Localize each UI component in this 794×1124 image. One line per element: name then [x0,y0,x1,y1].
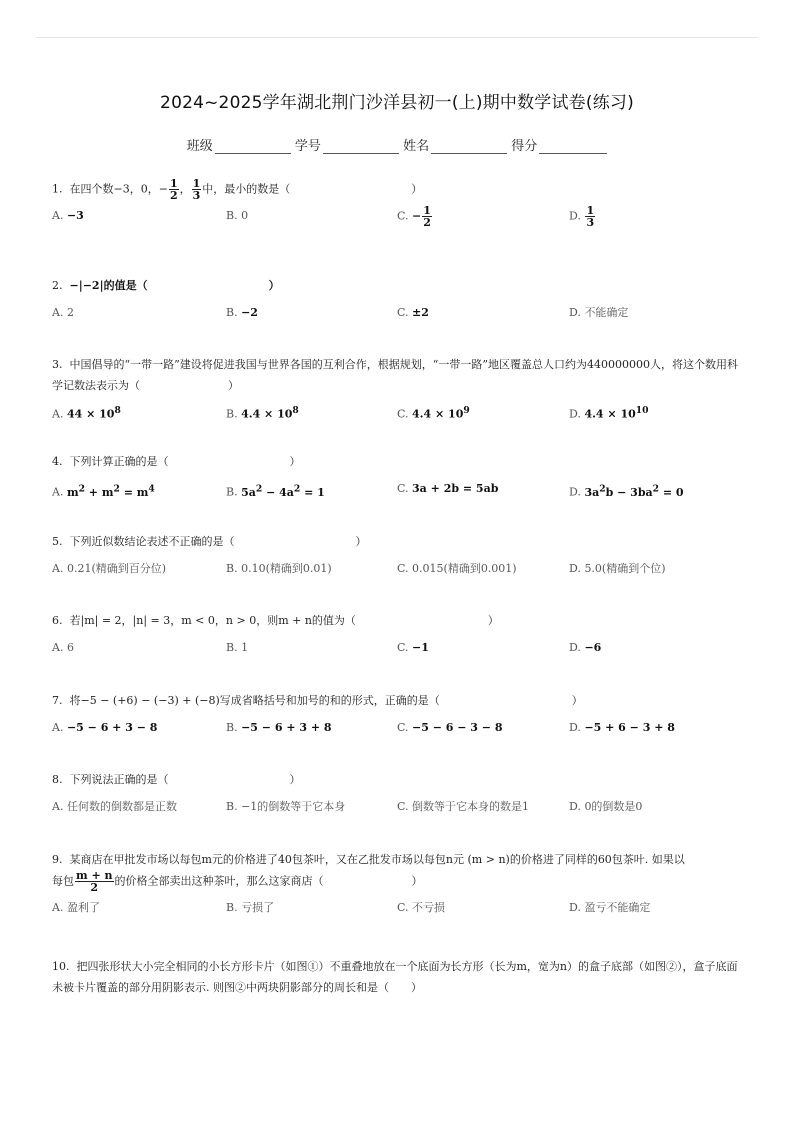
student-info-row [0,135,794,154]
option-value: −5 − 6 + 3 + 8 [241,721,332,734]
numerator: 1 [423,204,431,217]
option-label: D. [569,209,581,223]
option-value: −2 [241,306,258,319]
option-label: A. [52,800,64,813]
option-label: D. [569,407,581,421]
denominator: 3 [192,189,201,202]
option-value: −1 [412,641,429,654]
option-label: B. [226,407,238,421]
class-field [187,135,291,154]
id-label: 学号 [294,139,321,154]
stem-text: 下列近似数结论表述不正确的是（ ） [69,535,367,548]
stem-text: 下列说法正确的是（ ） [69,773,301,786]
denominator: 3 [586,216,595,229]
option-value: 不能确定 [584,306,629,319]
option-value: 不亏损 [412,901,446,914]
class-blank [215,141,291,154]
option-value: 0.21(精确到百分位) [66,562,167,575]
option-label: D. [569,562,581,575]
stem-text: 下列计算正确的是（ ） [69,455,301,468]
question-2 [52,275,742,324]
option-label: C. [397,482,409,495]
option-label: D. [569,800,581,813]
option-a[interactable] [52,205,84,226]
option-label: A. [52,562,64,575]
option-value: 6 [66,641,74,654]
options-row [52,302,742,324]
option-label: C. [397,306,409,319]
denominator: 2 [423,216,431,229]
option-value: −5 − 6 − 3 − 8 [412,721,503,734]
option-value: 任何数的倒数都是正数 [66,800,177,813]
option-a[interactable] [52,717,157,738]
option-value: $3a^2b - 3ba^2 = 0$ [584,483,684,499]
exponent: 8 [292,405,299,416]
option-b[interactable] [226,558,332,579]
option-label: A. [52,721,64,734]
option-c[interactable] [397,897,445,918]
option-c[interactable] [397,717,503,738]
option-value: 2 [66,306,74,319]
question-stem [52,178,742,201]
question-stem [52,690,742,711]
option-value: 1 [241,641,249,654]
option-c[interactable] [397,637,429,658]
exponent: 9 [463,405,470,416]
score-label: 得分 [511,139,538,154]
id-blank [323,141,399,154]
fraction [192,178,202,201]
option-label: C. [397,721,409,734]
question-number: 2. [52,279,63,292]
option-label: A. [52,209,64,222]
question-4 [52,451,742,500]
option-value: 4.4 × 10 [241,407,293,421]
option-label: D. [569,306,581,319]
name-blank [431,141,507,154]
name-field [403,135,507,154]
name-label: 姓名 [403,139,430,154]
question-number: 10. [52,960,70,973]
question-stem-line-2 [52,870,742,893]
options-row [52,897,742,919]
option-label: D. [569,641,581,654]
option-label: D. [569,901,581,914]
question-5 [52,531,742,580]
option-c[interactable] [397,478,498,499]
option-a[interactable] [52,558,166,579]
question-number: 8. [52,773,63,786]
option-a[interactable] [52,637,74,658]
option-label: C. [397,562,409,575]
option-d[interactable] [569,558,666,579]
page-title: 2024~2025学年湖北荆门沙洋县初一(上)期中数学试卷(练习) [160,93,634,113]
option-b[interactable] [226,717,332,738]
option-d[interactable] [569,400,649,425]
question-stem [52,451,742,472]
options-row [52,400,742,422]
stem-text: ， [179,182,191,196]
stem-text: 将−5 − (+6) − (−3) + (−8)写成省略括号和加号的和的形式，正确的是（ ） [69,694,583,707]
options-row [52,478,742,500]
option-label: B. [226,721,238,734]
denominator: 2 [90,881,99,894]
option-d[interactable] [569,897,650,918]
options-row [52,205,742,227]
option-d[interactable] [569,302,628,323]
question-number: 9. [52,853,63,866]
stem-text: 把四张形状大小完全相同的小长方形卡片（如图①）不重叠地放在一个底面为长方形（长为m，宽为n）的盒子底部（如图②），盒子底面未被卡片覆盖的部分用阴影表示. 则图②中两块阴影部分的周长和是（ ） [52,960,738,994]
option-value: −6 [584,641,602,654]
question-stem [52,610,742,631]
option-b[interactable] [226,205,248,226]
option-b[interactable] [226,897,274,918]
score-blank [539,141,607,154]
numerator: 1 [169,177,178,190]
stem-text: 的价格全部卖出这种茶叶，那么这家商店（ ） [114,874,423,888]
stem-text: 某商店在甲批发市场以每包m元的价格进了40包茶叶，又在乙批发市场以每包n元 (m > n)的价格进了同样的60包茶叶. 如果以 [69,853,685,866]
option-value: 4.4 × 10 [412,407,464,421]
option-d[interactable] [569,637,601,658]
option-b[interactable] [226,637,248,658]
option-value: −1的倒数等于它本身 [241,800,346,813]
question-9 [52,849,742,919]
option-label: A. [52,485,64,499]
option-label: B. [226,209,238,222]
option-label: A. [52,306,64,319]
fraction [422,205,432,228]
option-a[interactable] [52,796,177,817]
option-label: A. [52,641,64,654]
option-c[interactable] [397,796,529,817]
option-c[interactable] [397,558,517,579]
option-d[interactable] [569,478,684,503]
option-value: −5 − 6 + 3 − 8 [66,721,158,734]
exponent: 10 [635,405,649,416]
denominator: 2 [169,189,178,202]
question-number: 7. [52,694,63,707]
question-number: 5. [52,535,63,548]
option-label: D. [569,485,581,499]
stem-text: −|−2|的值是（ ） [69,279,280,292]
question-1 [52,178,742,227]
option-value: 盈亏不能确定 [584,901,651,914]
stem-text: 中，最小的数是（ ） [202,182,423,196]
numerator: 1 [586,204,595,217]
option-b[interactable] [226,478,325,503]
option-label: B. [226,306,238,319]
option-value: − [412,209,422,223]
option-label: B. [226,562,238,575]
option-label: C. [397,641,409,654]
stem-text: 每包 [52,874,74,888]
option-value: 0.10(精确到0.01) [241,562,332,575]
option-label: D. [569,721,581,734]
option-label: B. [226,485,238,499]
question-stem [52,275,742,296]
numerator: 1 [192,177,201,190]
question-stem [52,531,742,552]
option-d[interactable] [569,796,642,817]
question-8 [52,769,742,818]
option-a[interactable] [52,897,100,918]
question-number: 1. [52,182,63,196]
option-label: B. [226,901,238,914]
fraction [169,178,179,201]
fraction [75,870,114,893]
options-row [52,796,742,818]
option-value: 5.0(精确到个位) [584,562,666,575]
option-value: 亏损了 [241,901,275,914]
stem-text: 若|m| = 2，|n| = 3，m < 0，n > 0，则m + n的值为（ ） [69,614,499,627]
class-label: 班级 [186,139,213,154]
option-label: C. [397,209,409,223]
option-value: $5a^2 - 4a^2 = 1$ [241,483,325,499]
option-a[interactable] [52,302,74,323]
option-value: −5 + 6 − 3 + 8 [584,721,675,734]
option-value: 44 × 10 [66,407,115,421]
option-value: 0的倒数是0 [584,800,643,813]
option-value: 0.015(精确到0.001) [412,562,517,575]
option-c[interactable] [397,302,429,323]
fraction [585,205,595,228]
question-7 [52,690,742,739]
option-value: 倒数等于它本身的数是1 [412,800,530,813]
option-value: 0 [241,209,249,222]
option-b[interactable] [226,796,345,817]
score-field [511,135,607,154]
question-stem [52,354,742,396]
options-row [52,558,742,580]
option-label: B. [226,800,238,813]
question-stem [52,849,742,870]
question-6 [52,610,742,659]
option-label: C. [397,407,409,421]
id-field [295,135,399,154]
option-label: C. [397,800,409,813]
option-value: 盈利了 [66,901,100,914]
option-value: $m^2 + m^2 = m^4$ [66,483,155,499]
option-label: A. [52,901,64,914]
option-d[interactable] [569,717,675,738]
question-3 [52,354,742,422]
options-row [52,717,742,739]
option-b[interactable] [226,302,258,323]
option-value: 4.4 × 10 [584,407,636,421]
option-value: −3 [66,209,84,222]
option-label: B. [226,641,238,654]
option-d[interactable] [569,205,596,228]
numerator: m + n [76,869,113,882]
option-a[interactable] [52,478,155,503]
question-stem [52,956,742,998]
option-label: C. [397,901,409,914]
stem-text: 在四个数−3，0，− [69,182,168,196]
option-label: A. [52,407,64,421]
option-b[interactable] [226,400,299,425]
option-value: ±2 [412,306,429,319]
options-row [52,637,742,659]
question-number: 4. [52,455,63,468]
question-number: 6. [52,614,63,627]
option-c[interactable] [397,400,470,425]
question-10 [52,956,742,998]
option-value: 3a + 2b = 5ab [412,482,499,495]
top-divider [36,37,758,38]
option-c[interactable] [397,205,433,228]
exponent: 8 [114,405,121,416]
option-a[interactable] [52,400,121,425]
stem-text: 中国倡导的“一带一路”建设将促进我国与世界各国的互利合作，根据规划，“一带一路”地区覆盖总人口约为440000000人，将这个数用科学记数法表示为（ ） [52,358,738,392]
question-number: 3. [52,358,63,371]
question-stem [52,769,742,790]
